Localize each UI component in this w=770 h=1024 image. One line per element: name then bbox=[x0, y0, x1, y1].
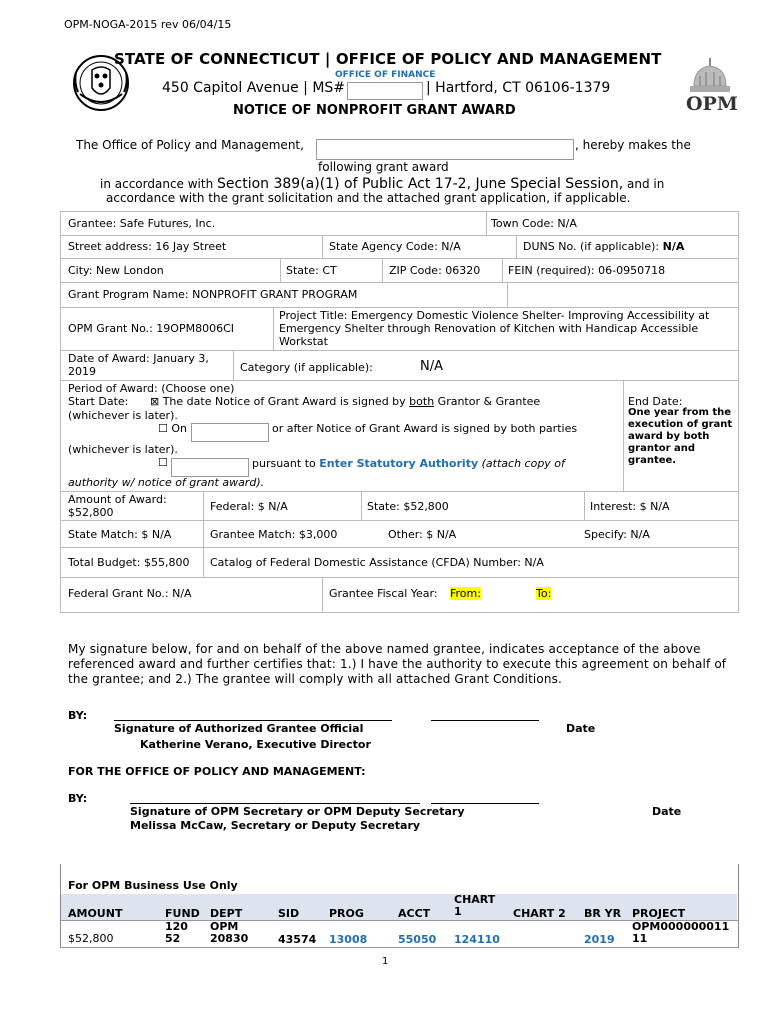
opm-signature-line[interactable] bbox=[130, 803, 420, 804]
agency-code: State Agency Code: N/A bbox=[329, 240, 461, 253]
duns: DUNS No. (if applicable): N/A bbox=[523, 240, 685, 253]
street-address: Street address: 16 Jay Street bbox=[68, 240, 227, 253]
cell-prog: 13008 bbox=[329, 933, 368, 946]
col-fund: FUND bbox=[165, 907, 200, 920]
address-right: | Hartford, CT 06106-1379 bbox=[426, 80, 611, 96]
header-title: STATE OF CONNECTICUT | OFFICE OF POLICY AND MANAGEMENT bbox=[114, 50, 662, 68]
cell-amount: $52,800 bbox=[68, 932, 114, 945]
by-label-grantee: BY: bbox=[68, 709, 88, 722]
interest-amount: Interest: $ N/A bbox=[590, 500, 670, 513]
opm-official-name: Melissa McCaw, Secretary or Deputy Secretary bbox=[130, 819, 421, 832]
option3-text: pursuant to Enter Statutory Authority (attach copy of bbox=[252, 457, 565, 470]
grantee-signature-line[interactable] bbox=[114, 720, 392, 721]
category-label: Category (if applicable): bbox=[240, 361, 373, 374]
col-acct: ACCT bbox=[398, 907, 431, 920]
fiscal-year-to[interactable]: To: bbox=[536, 587, 552, 600]
capitol-dome-icon bbox=[686, 56, 734, 94]
col-project: PROJECT bbox=[632, 907, 686, 920]
ms-number-field[interactable] bbox=[347, 82, 423, 100]
business-use-title: For OPM Business Use Only bbox=[68, 879, 238, 892]
address-left: 450 Capitol Avenue | MS# bbox=[162, 80, 346, 96]
grant-number: OPM Grant No.: 19OPM8006CI bbox=[68, 322, 235, 335]
col-sid: SID bbox=[278, 907, 300, 920]
by-label-opm: BY: bbox=[68, 792, 88, 805]
period-label: Period of Award: (Choose one) bbox=[68, 382, 235, 395]
option1-note: (whichever is later). bbox=[68, 409, 178, 422]
state-match: State Match: $ N/A bbox=[68, 528, 172, 541]
grantee-official-name: Katherine Verano, Executive Director bbox=[140, 738, 371, 751]
total-budget: Total Budget: $55,800 bbox=[68, 556, 190, 569]
option-on-date-label[interactable]: ☐ On bbox=[158, 422, 187, 435]
page-number: 1 bbox=[382, 956, 389, 967]
col-bryr: BR YR bbox=[584, 907, 622, 920]
intro-line1-left: The Office of Policy and Management, bbox=[76, 138, 304, 152]
option-signed-both[interactable]: ⊠ The date Notice of Grant Award is signed by both Grantor & Grantee bbox=[150, 395, 541, 408]
state-amount: State: $52,800 bbox=[367, 500, 449, 513]
end-value: One year from the execution of grant award by both grantor and grantee. bbox=[628, 407, 733, 466]
grantee-match: Grantee Match: $3,000 bbox=[210, 528, 338, 541]
category-value: N/A bbox=[420, 359, 443, 374]
intro-line1-right: , hereby makes the bbox=[575, 138, 691, 152]
on-date-field[interactable] bbox=[191, 423, 269, 442]
intro-line4: accordance with the grant solicitation and the attached grant application, if applicable. bbox=[106, 191, 631, 205]
cell-sid: 43574 bbox=[278, 933, 317, 946]
fiscal-year-from[interactable]: From: bbox=[450, 587, 481, 600]
option2-text: or after Notice of Grant Award is signed by both parties bbox=[272, 422, 578, 435]
cell-project: OPM000000011 11 bbox=[632, 920, 730, 945]
federal-grant-number: Federal Grant No.: N/A bbox=[68, 587, 192, 600]
grantee: Grantee: Safe Futures, Inc. bbox=[68, 217, 216, 230]
opm-logo: OPM bbox=[686, 56, 734, 114]
intro-line3: in accordance with Section 389(a)(1) of Public Act 17-2, June Special Session, and in bbox=[100, 176, 665, 192]
option3-note: authority w/ notice of grant award). bbox=[68, 476, 265, 489]
federal-amount: Federal: $ N/A bbox=[210, 500, 288, 513]
grantee-date-label: Date bbox=[566, 722, 596, 735]
office-label: OFFICE OF FINANCE bbox=[335, 70, 436, 80]
statutory-authority-field[interactable]: Enter Statutory Authority bbox=[319, 457, 479, 470]
cell-acct: 55050 bbox=[398, 933, 437, 946]
award-date: Date of Award: January 3, 2019 bbox=[68, 352, 209, 378]
statutory-date-field[interactable] bbox=[171, 458, 249, 477]
fein: FEIN (required): 06-0950718 bbox=[508, 264, 666, 277]
office-name-field[interactable] bbox=[316, 139, 574, 160]
grantee-signature-label: Signature of Authorized Grantee Official bbox=[114, 722, 364, 735]
project-title: Project Title: Emergency Domestic Violence Shelter- Improving Accessibility at Emergency Shelter through Renovation of Kitchen with Handicap Accessible Workstat bbox=[279, 309, 710, 348]
end-label: End Date: bbox=[628, 395, 683, 408]
start-label: Start Date: bbox=[68, 395, 129, 408]
col-amount: AMOUNT bbox=[68, 907, 123, 920]
city: City: New London bbox=[68, 264, 164, 277]
grantee-date-line[interactable] bbox=[431, 720, 539, 721]
option-statutory-checkbox[interactable]: ☐ bbox=[158, 456, 168, 469]
fiscal-year-label: Grantee Fiscal Year: bbox=[329, 587, 438, 600]
certification-text: My signature below, for and on behalf of the above named grantee, indicates acceptance of the above referenced award and further certifies that: 1.) I have the authority to execute this agreement on behalf of the grantee; and 2.) The grantee will comply with all attached Grant Conditions. bbox=[68, 642, 727, 686]
specify: Specify: N/A bbox=[584, 528, 650, 541]
notice-title: NOTICE OF NONPROFIT GRANT AWARD bbox=[233, 103, 516, 118]
opm-signature-label: Signature of OPM Secretary or OPM Deputy Secretary bbox=[130, 805, 465, 818]
state: State: CT bbox=[286, 264, 337, 277]
program-name: Grant Program Name: NONPROFIT GRANT PROGRAM bbox=[68, 288, 358, 301]
cfda-number: Catalog of Federal Domestic Assistance (CFDA) Number: N/A bbox=[210, 556, 544, 569]
cell-chart1: 124110 bbox=[454, 933, 500, 946]
intro-line2: following grant award bbox=[318, 160, 449, 174]
option2-note: (whichever is later). bbox=[68, 443, 178, 456]
cell-fund: 12052 bbox=[165, 920, 188, 945]
award-amount: Amount of Award: $52,800 bbox=[68, 493, 167, 519]
opm-heading: FOR THE OFFICE OF POLICY AND MANAGEMENT: bbox=[68, 765, 366, 778]
col-prog: PROG bbox=[329, 907, 364, 920]
zip: ZIP Code: 06320 bbox=[389, 264, 481, 277]
other-amount: Other: $ N/A bbox=[388, 528, 457, 541]
col-chart1: CHART 1 bbox=[454, 893, 496, 918]
cell-bryr: 2019 bbox=[584, 933, 615, 946]
cell-dept: OPM 20830 bbox=[210, 920, 249, 945]
town-code: Town Code: N/A bbox=[491, 217, 577, 230]
opm-date-label: Date bbox=[652, 805, 682, 818]
col-chart2: CHART 2 bbox=[513, 907, 566, 920]
col-dept: DEPT bbox=[210, 907, 243, 920]
opm-date-line[interactable] bbox=[431, 803, 539, 804]
form-id: OPM-NOGA-2015 rev 06/04/15 bbox=[64, 18, 232, 31]
